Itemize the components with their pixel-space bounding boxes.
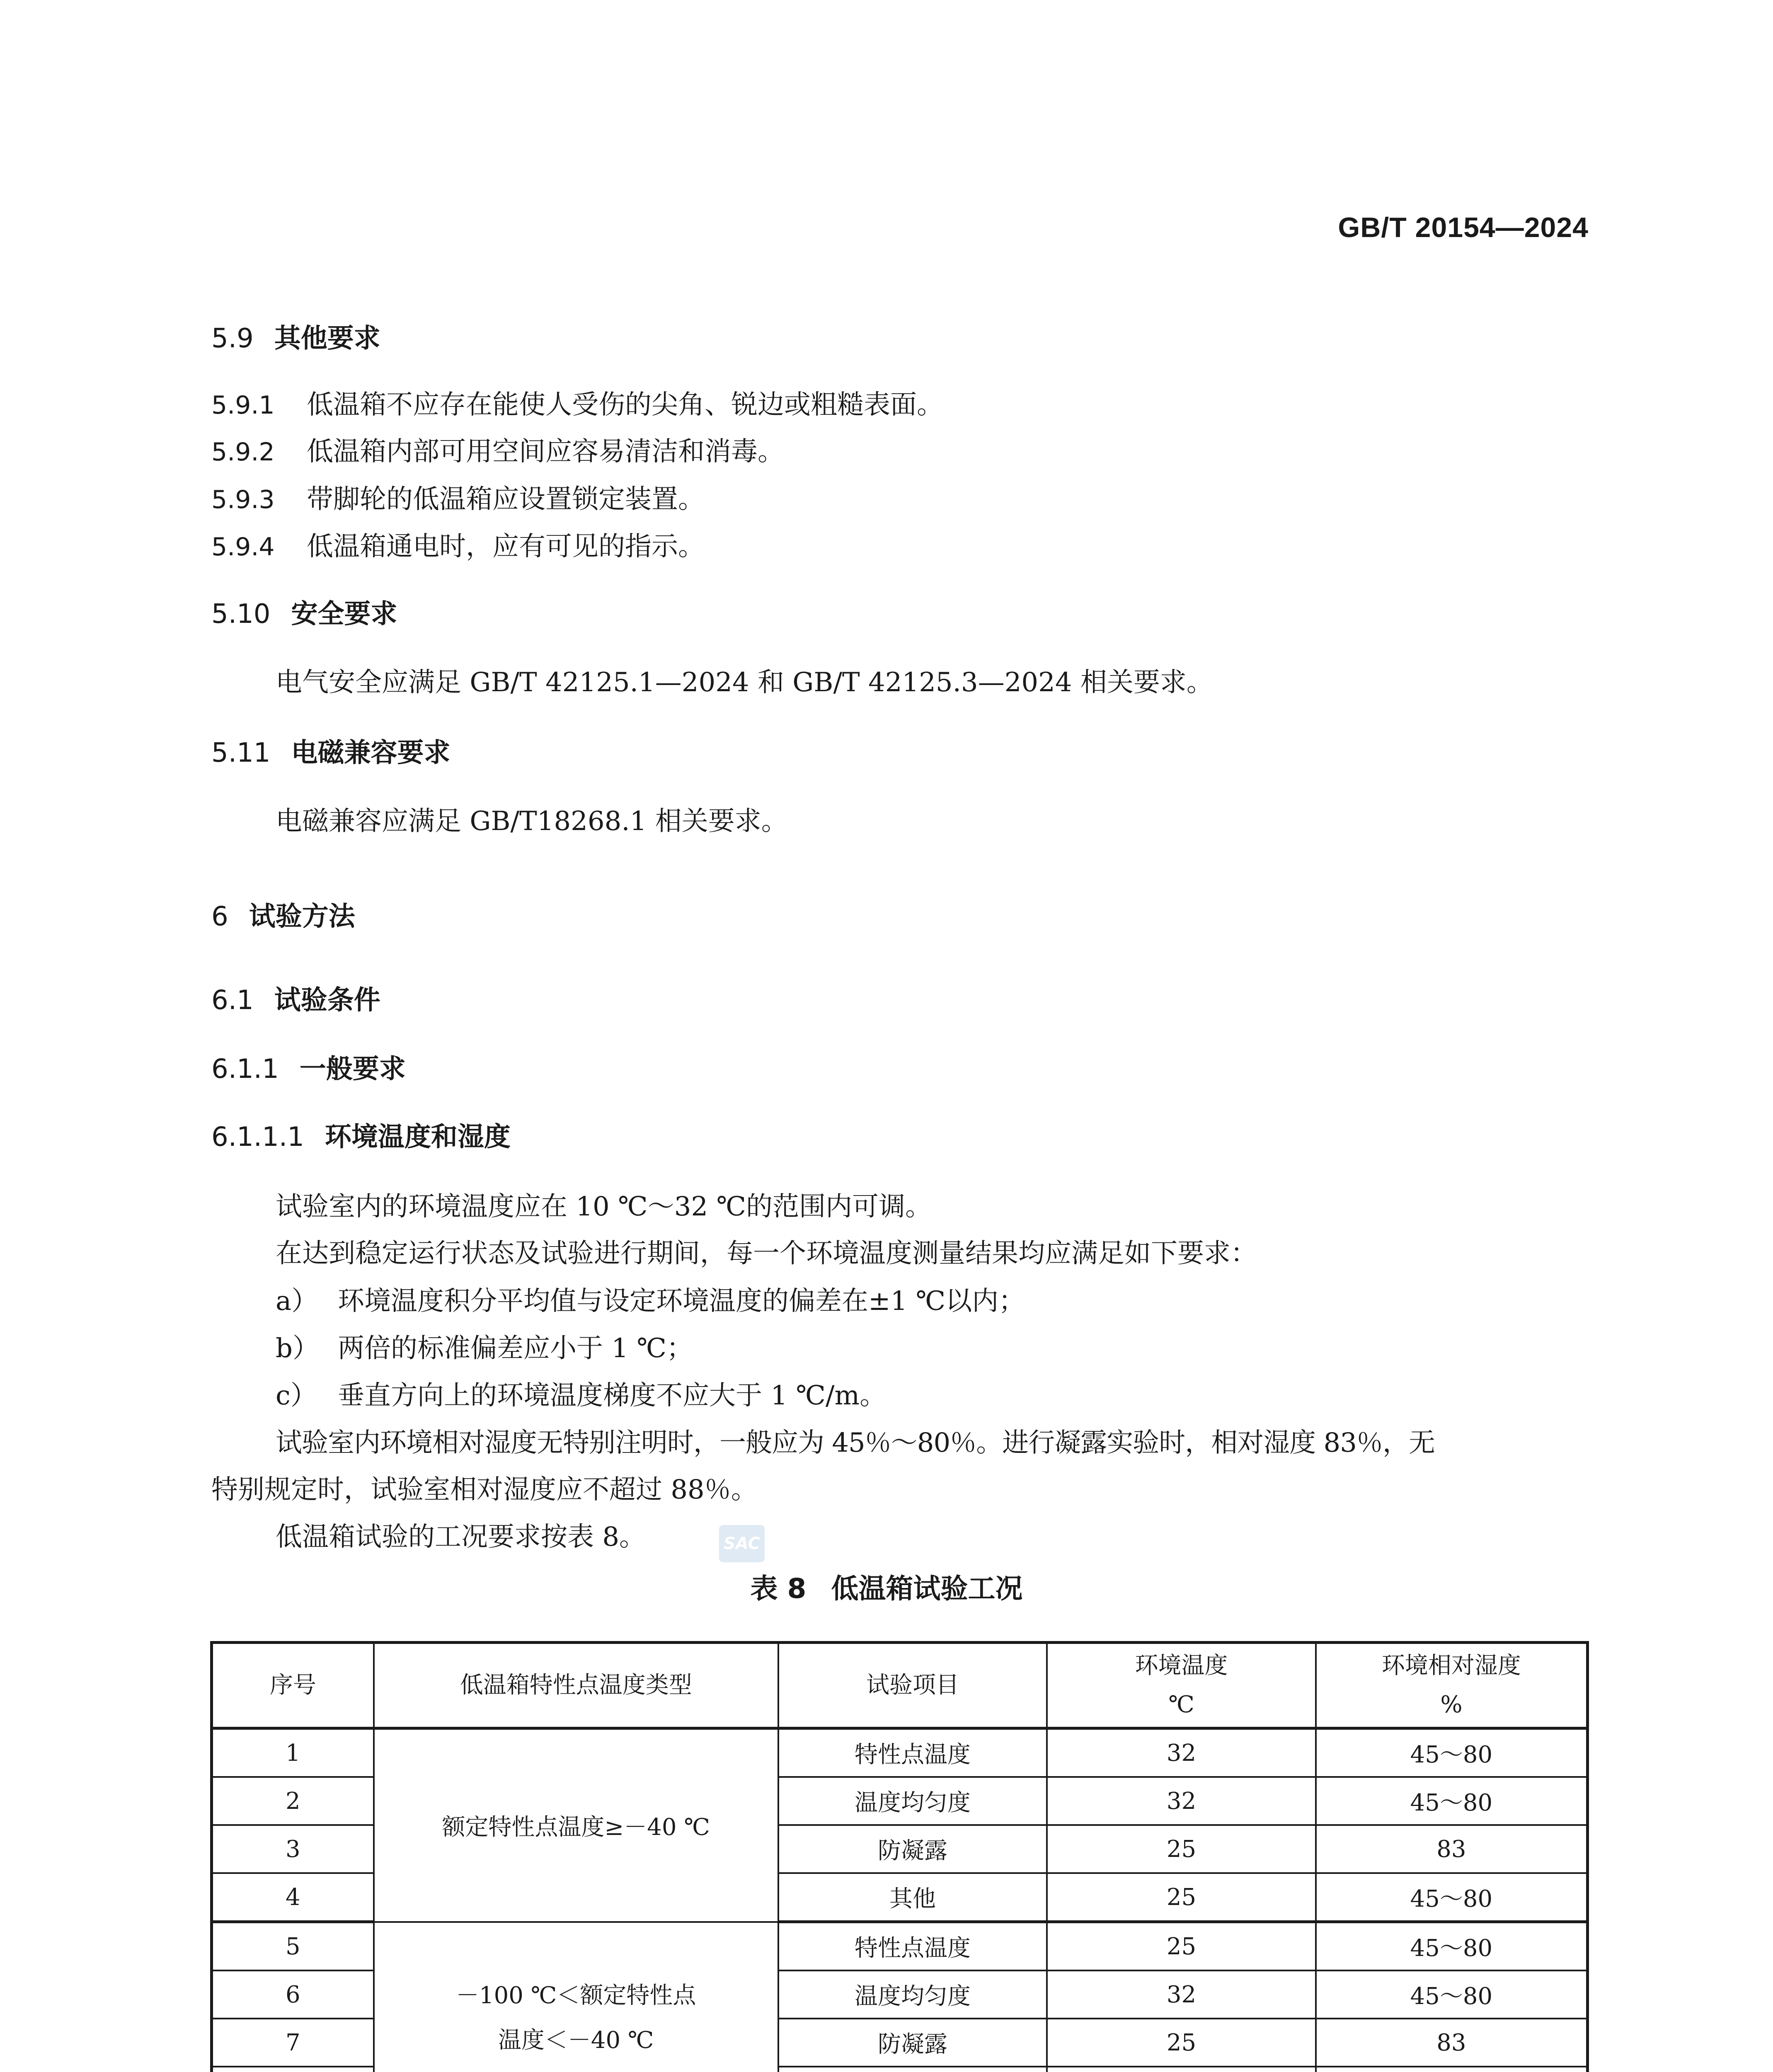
clause-text: 低温箱不应存在能使人受伤的尖角、锐边或粗糙表面。 [307, 390, 943, 420]
header-temp-label: 环境温度 [1135, 1652, 1228, 1679]
cell-seq: 3 [212, 1825, 374, 1873]
cell-item: 特性点温度 [778, 1728, 1047, 1777]
cell-seq: 2 [212, 1777, 374, 1825]
section-number: 6.1.1 [211, 1054, 279, 1084]
cell-item: 防凝露 [778, 2019, 1047, 2067]
list-item-c [276, 1374, 886, 1412]
document-code: GB/T 20154—2024 [1338, 212, 1589, 243]
clause-number: 5.9.2 [211, 438, 275, 467]
cell-seq: 5 [212, 1922, 374, 1971]
section-5-9-heading [211, 317, 380, 355]
cell-item: 其他 [778, 1873, 1047, 1922]
stable-run-requirements: 在达到稳定运行状态及试验进行期间，每一个环境温度测量结果均应满足如下要求： [276, 1238, 1257, 1269]
section-number: 6.1 [211, 985, 254, 1016]
table-8-title [0, 1566, 1773, 1606]
table-header-row [212, 1643, 1588, 1728]
clause-5-9-4 [211, 525, 705, 563]
cell-item: 温度均匀度 [778, 1777, 1047, 1825]
list-marker: a） [276, 1286, 318, 1317]
clause-number: 5.9.1 [211, 391, 275, 420]
cell-temp: 25 [1047, 2019, 1316, 2067]
section-6-1-1-1-heading [211, 1116, 511, 1154]
cell-type [374, 1728, 778, 1922]
cell-seq: 4 [212, 1873, 374, 1922]
table-number: 表 8 [750, 1573, 807, 1605]
cell-temp: 25 [1047, 1825, 1316, 1873]
clause-5-9-3 [211, 478, 705, 516]
header-humidity [1316, 1643, 1588, 1728]
cell-temp: 25 [1047, 1873, 1316, 1922]
section-title: 其他要求 [274, 323, 380, 354]
section-number: 5.9 [211, 323, 254, 354]
section-title: 环境温度和湿度 [325, 1122, 511, 1152]
cell-temp: 25 [1047, 1922, 1316, 1971]
cell-temp: 32 [1047, 1970, 1316, 2019]
section-number: 6 [211, 901, 228, 932]
section-5-11-heading [211, 731, 451, 770]
clause-number: 5.9.4 [211, 533, 275, 562]
ambient-temp-range: 试验室内的环境温度应在 10 ℃～32 ℃的范围内可调。 [276, 1191, 932, 1222]
list-item-a [276, 1280, 1025, 1318]
section-6-1-1-heading [211, 1048, 406, 1086]
header-item: 试验项目 [778, 1643, 1047, 1728]
list-text: 垂直方向上的环境温度梯度不应大于 1 ℃/m。 [338, 1380, 886, 1411]
cell-seq [212, 2067, 374, 2072]
list-item-b [276, 1327, 693, 1365]
clause-text: 低温箱内部可用空间应容易清洁和消毒。 [307, 436, 784, 467]
section-number: 5.11 [211, 738, 271, 768]
section-title: 试验条件 [274, 985, 380, 1016]
humidity-paragraph-line2: 特别规定时，试验室相对湿度应不超过 88％。 [211, 1474, 758, 1505]
cell-humidity: 45～80 [1316, 1728, 1588, 1777]
cell-temp: 32 [1047, 1728, 1316, 1777]
sac-watermark-logo: SAC [719, 1525, 765, 1562]
section-6-heading [211, 895, 355, 933]
cell-item [778, 2067, 1047, 2072]
header-type: 低温箱特性点温度类型 [374, 1643, 778, 1728]
safety-paragraph: 电气安全应满足 GB/T 42125.1—2024 和 GB/T 42125.3—2024 相关要求。 [276, 667, 1213, 698]
section-title: 安全要求 [291, 599, 397, 629]
cell-temp: 32 [1047, 1777, 1316, 1825]
cell-humidity [1316, 2067, 1588, 2072]
type-line: 额定特性点温度≥－40 ℃ [442, 1813, 710, 1841]
cell-humidity: 45～80 [1316, 1970, 1588, 2019]
clause-5-9-2 [211, 430, 784, 468]
cell-seq: 7 [212, 2019, 374, 2067]
header-seq: 序号 [212, 1643, 374, 1728]
table-row [212, 1922, 1588, 1971]
section-number: 6.1.1.1 [211, 1122, 304, 1152]
list-marker: c） [276, 1380, 317, 1411]
cell-humidity: 83 [1316, 1825, 1588, 1873]
test-conditions-table [210, 1641, 1589, 2072]
type-line: －100 ℃＜额定特性点 [456, 1982, 696, 2009]
clause-number: 5.9.3 [211, 485, 275, 514]
cell-seq: 6 [212, 1970, 374, 2019]
header-humidity-label: 环境相对湿度 [1381, 1652, 1521, 1679]
header-temp [1047, 1643, 1316, 1728]
humidity-paragraph-line1: 试验室内环境相对湿度无特别注明时，一般应为 45％～80％。进行凝露实验时，相对湿度 83％，无 [276, 1428, 1435, 1458]
section-title: 试验方法 [249, 901, 355, 932]
section-5-10-heading [211, 593, 397, 631]
cell-item: 防凝露 [778, 1825, 1047, 1873]
cell-humidity: 83 [1316, 2019, 1588, 2067]
type-line: 温度＜－40 ℃ [498, 2027, 654, 2054]
cell-temp [1047, 2067, 1316, 2072]
clause-text: 带脚轮的低温箱应设置锁定装置。 [307, 484, 705, 515]
cell-seq: 1 [212, 1728, 374, 1777]
emc-paragraph: 电磁兼容应满足 GB/T18268.1 相关要求。 [276, 806, 788, 837]
cell-type [374, 1922, 778, 2072]
cell-humidity: 45～80 [1316, 1922, 1588, 1971]
clause-5-9-1 [211, 383, 943, 421]
cell-humidity: 45～80 [1316, 1777, 1588, 1825]
list-marker: b） [276, 1333, 319, 1364]
list-text: 两倍的标准偏差应小于 1 ℃； [338, 1333, 693, 1364]
cell-item: 温度均匀度 [778, 1970, 1047, 2019]
section-title: 一般要求 [299, 1054, 406, 1084]
header-temp-unit: ℃ [1168, 1691, 1194, 1718]
header-humidity-unit: % [1440, 1691, 1463, 1718]
cell-humidity: 45～80 [1316, 1873, 1588, 1922]
list-text: 环境温度积分平均值与设定环境温度的偏差在±1 ℃以内； [338, 1286, 1025, 1317]
table-caption: 低温箱试验工况 [831, 1573, 1023, 1605]
section-6-1-heading [211, 979, 380, 1017]
clause-text: 低温箱通电时，应有可见的指示。 [307, 531, 705, 562]
table-row [212, 1728, 1588, 1777]
section-title: 电磁兼容要求 [291, 738, 451, 768]
cell-item: 特性点温度 [778, 1922, 1047, 1971]
section-number: 5.10 [211, 599, 271, 629]
test-conditions-reference: 低温箱试验的工况要求按表 8。 [276, 1522, 646, 1552]
